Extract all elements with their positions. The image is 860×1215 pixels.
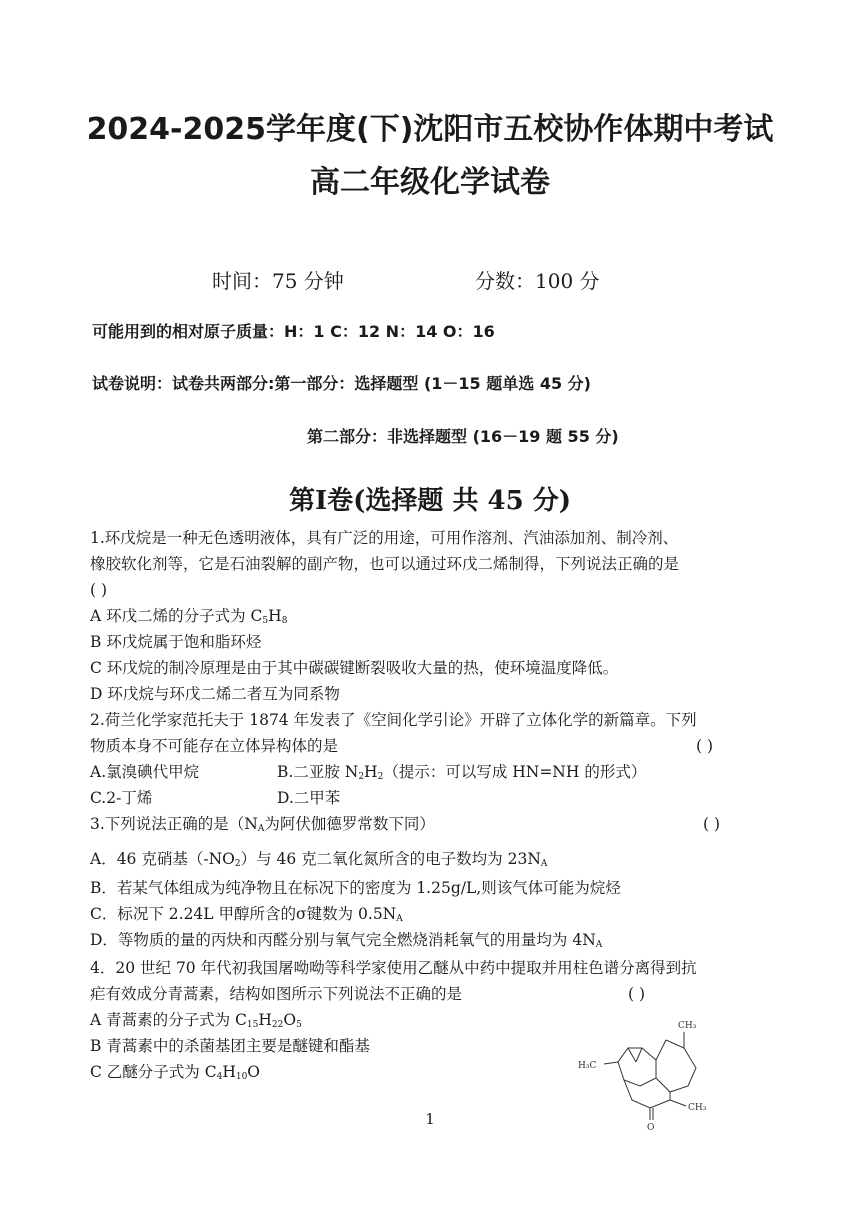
label-o-bottom: O	[647, 1123, 655, 1132]
q2-option-b-hint: （提示：可以写成 HN=NH 的形式）	[383, 763, 647, 781]
q3-option-c	[90, 902, 403, 931]
q1-option-d: D 环戊烷与环戊二烯二者互为同系物	[90, 685, 340, 703]
q1-option-a-sub1: 5	[262, 616, 269, 626]
q4-answer-paren: ( )	[628, 985, 646, 1003]
q1-option-a	[90, 604, 287, 633]
q1-answer-paren: ( )	[90, 581, 108, 599]
q4-option-a-sub1: 15	[246, 1020, 259, 1030]
ring-bottom-bonds	[624, 1080, 670, 1108]
q4-option-c-sub2: 10	[235, 1072, 248, 1082]
q4-option-a-text: A 青蒿素的分子式为 C	[90, 1011, 247, 1029]
page-number: 1	[425, 1110, 435, 1128]
label-ch3-top: CH₃	[678, 1021, 697, 1031]
q2-option-b-text: B.二亚胺 N	[277, 763, 359, 781]
exam-score: 分数：100 分	[475, 269, 600, 293]
section-title: 第Ⅰ卷(选择题 共 45 分)	[288, 486, 572, 516]
q3-option-c-text: C．标况下 2.24L 甲醇所含的σ键数为 0.5N	[90, 905, 397, 923]
q4-option-a	[90, 1008, 302, 1037]
atomic-mass-note: 可能用到的相对原子质量：H：1 C：12 N：14 O：16	[92, 322, 495, 341]
q3-stem-text: 3.下列说法正确的是（N	[90, 815, 258, 833]
q2-option-d: D.二甲苯	[277, 789, 341, 807]
q2-option-b	[277, 760, 646, 789]
q3-option-d-sub: A	[595, 940, 603, 950]
q2-stem-line2: 物质本身不可能存在立体异构体的是	[90, 737, 339, 755]
q3-option-a-text: A．46 克硝基（-NO	[90, 850, 235, 868]
q3-stem-sub: A	[257, 824, 265, 834]
exam-title: 2024-2025学年度(下)沈阳市五校协作体期中考试	[86, 112, 774, 147]
q3-stem-post: 为阿伏伽德罗常数下同）	[264, 815, 435, 833]
q4-stem-line1: 4．20 世纪 70 年代初我国屠呦呦等科学家使用乙醚从中药中提取并用柱色谱分离得到抗	[90, 959, 697, 977]
exam-description-2: 第二部分：非选择题型 (16－19 题 55 分)	[307, 427, 619, 446]
q4-option-c	[90, 1060, 260, 1089]
label-ch3-right: CH₃	[688, 1103, 707, 1113]
q1-option-a-mid: H	[268, 607, 282, 625]
q3-option-a-mid: ）与 46 克二氧化氮所含的电子数均为 23N	[240, 850, 541, 868]
q4-option-c-mid: H	[222, 1063, 236, 1081]
peroxide-bond-1	[628, 1048, 636, 1062]
q4-option-a-sub2: 22	[271, 1020, 284, 1030]
q2-option-b-sub1: 2	[358, 772, 365, 782]
q4-option-a-mid: H	[258, 1011, 272, 1029]
q4-option-c-text: C 乙醚分子式为 C	[90, 1063, 217, 1081]
exam-description-1: 试卷说明：试卷共两部分:第一部分：选择题型 (1－15 题单选 45 分)	[92, 374, 591, 393]
q3-answer-paren: ( )	[703, 815, 721, 833]
q3-option-d-text: D．等物质的量的丙炔和丙醛分别与氧气完全燃烧消耗氧气的用量均为 4N	[90, 931, 596, 949]
label-h3c: H₃C	[578, 1061, 597, 1071]
exam-time: 时间：75 分钟	[212, 269, 344, 293]
q2-option-c: C.2-丁烯	[90, 789, 153, 807]
q2-stem-line1: 2.荷兰化学家范托夫于 1874 年发表了《空间化学引论》开辟了立体化学的新篇章。下列	[90, 711, 697, 729]
q3-option-a-sub2: A	[540, 859, 548, 869]
exam-subtitle: 高二年级化学试卷	[310, 165, 550, 200]
q3-stem	[90, 812, 435, 841]
q2-option-b-mid: H	[364, 763, 378, 781]
q3-option-b: B．若某气体组成为纯净物且在标况下的密度为 1.25g/L,则该气体可能为烷烃	[90, 879, 621, 897]
q2-answer-paren: ( )	[696, 737, 714, 755]
q3-option-a-sub1: 2	[234, 859, 241, 869]
q1-option-a-text: A 环戊二烯的分子式为 C	[90, 607, 263, 625]
q4-option-a-sub3: 5	[296, 1020, 302, 1030]
methyl-right-bond	[670, 1100, 686, 1106]
q1-stem-line2: 橡胶软化剂等，它是石油裂解的副产物，也可以通过环戊二烯制得，下列说法正确的是	[90, 555, 680, 573]
q4-option-a-mid2: O	[283, 1011, 297, 1029]
q1-option-c: C 环戊烷的制冷原理是由于其中碳碳键断裂吸收大量的热，使环境温度降低。	[90, 659, 619, 677]
q4-option-c-sub1: 4	[216, 1072, 223, 1082]
q1-option-a-sub2: 8	[281, 616, 288, 626]
q1-option-b: B 环戊烷属于饱和脂环烃	[90, 633, 262, 651]
methyl-left-bond	[604, 1062, 618, 1064]
q3-option-d	[90, 928, 602, 957]
q4-stem-line2: 疟有效成分青蒿素，结构如图所示下列说法不正确的是	[90, 985, 463, 1003]
q4-option-b: B 青蒿素中的杀菌基团主要是醚键和酯基	[90, 1037, 370, 1055]
q4-option-c-post: O	[247, 1063, 261, 1081]
q3-option-c-sub: A	[396, 914, 403, 924]
q2-option-a: A.氯溴碘代甲烷	[90, 763, 200, 781]
q3-option-a	[90, 847, 547, 876]
q1-stem-line1: 1.环戊烷是一种无色透明液体，具有广泛的用途，可用作溶剂、汽油添加剂、制冷剂、	[90, 529, 679, 547]
peroxide-bond-2	[636, 1048, 642, 1062]
q2-option-b-sub2: 2	[377, 772, 384, 782]
ring-right-bond-a	[656, 1040, 666, 1060]
